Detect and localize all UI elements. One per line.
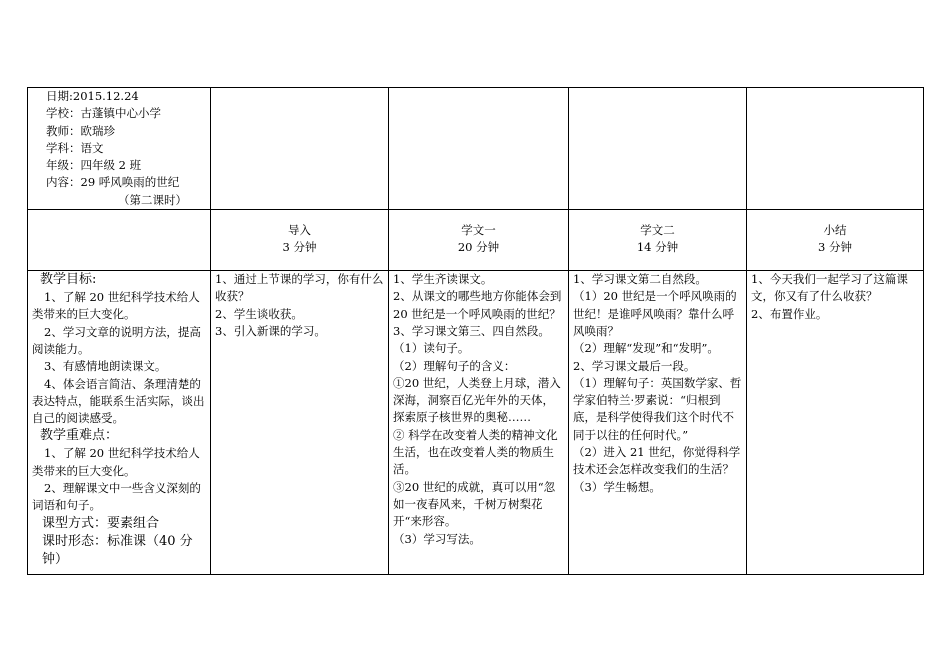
study2-item: （2）理解“发现”和“发明”。 bbox=[573, 341, 719, 356]
subject-text: 学科：语文 bbox=[46, 140, 104, 155]
key-points-heading: 教学重难点： bbox=[40, 428, 119, 444]
summary-item: 1、今天我们一起学习了这篇课文，你又有了什么收获？ bbox=[751, 272, 908, 304]
header-row bbox=[28, 210, 924, 271]
school-text: 学校：古蓬镇中心小学 bbox=[46, 106, 161, 121]
study1-item: 2、从课文的哪些地方你能体会到 20 世纪是一个呼风唤雨的世纪？ bbox=[393, 289, 562, 321]
header-title: 学文一 bbox=[461, 223, 496, 238]
study1-item: 3、学习课文第三、四自然段。 bbox=[393, 323, 550, 338]
study2-item: （1）理解句子：英国数学家、哲学家伯特兰·罗素说：“归根到底，是科学使得我们这个时代不同于以往的任何时代。” bbox=[573, 375, 742, 442]
study1-item: （3）学习写法。 bbox=[393, 531, 481, 546]
intro-item: 3、引入新课的学习。 bbox=[215, 323, 326, 338]
header-time: 3 分钟 bbox=[818, 240, 852, 255]
goal-item: 1、了解 20 世纪科学技术给人类带来的巨大变化。 bbox=[32, 290, 200, 322]
grade-text: 年级：四年级 2 班 bbox=[46, 158, 142, 173]
summary-cell bbox=[747, 271, 924, 575]
goal-item: 2、学习文章的说明方法，提高阅读能力。 bbox=[32, 324, 201, 356]
lesson-form-text: 课时形态：标准课（40 分钟） bbox=[42, 533, 193, 567]
header-time: 20 分钟 bbox=[457, 240, 500, 255]
goal-item: 4、体会语言简洁、条理清楚的表达特点，能联系生活实际，谈出自己的阅读感受。 bbox=[32, 376, 205, 426]
goals-heading: 教学目标: bbox=[40, 272, 97, 288]
study1-item: ③20 世纪的成就，真可以用“忽如一夜春风来，千树万树梨花开“来形容。 bbox=[393, 479, 556, 529]
study2-item: （3）学生畅想。 bbox=[573, 479, 661, 494]
content-row bbox=[28, 271, 924, 575]
header-time: 14 分钟 bbox=[636, 240, 679, 255]
info-row bbox=[28, 88, 924, 210]
empty-header-cell bbox=[28, 210, 211, 271]
content-text: 内容：29 呼风唤雨的世纪 bbox=[46, 175, 180, 190]
empty-cell bbox=[389, 88, 569, 210]
header-title: 导入 bbox=[288, 223, 311, 238]
header-study1 bbox=[389, 210, 569, 271]
header-title: 学文二 bbox=[640, 223, 675, 238]
header-time: 3 分钟 bbox=[282, 240, 317, 255]
study1-item: （1）读句子。 bbox=[393, 341, 470, 356]
lesson-period-text: （第二课时） bbox=[118, 192, 187, 207]
goals-cell bbox=[28, 271, 211, 575]
intro-item: 1、通过上节课的学习，你有什么收获？ bbox=[215, 272, 384, 304]
lesson-plan-table bbox=[27, 87, 924, 575]
summary-item: 2、布置作业。 bbox=[751, 306, 828, 321]
teacher-text: 教师：欧瑞珍 bbox=[46, 123, 115, 138]
intro-item: 2、学生谈收获。 bbox=[215, 306, 303, 321]
lesson-info-cell bbox=[28, 88, 211, 210]
lesson-type-text: 课型方式：要素组合 bbox=[42, 515, 160, 531]
header-summary bbox=[747, 210, 924, 271]
key-point-item: 1、了解 20 世纪科学技术给人类带来的巨大变化。 bbox=[32, 446, 200, 478]
empty-cell bbox=[211, 88, 389, 210]
study2-item: 2、学习课文最后一段。 bbox=[573, 358, 696, 373]
empty-cell bbox=[747, 88, 924, 210]
header-study2 bbox=[569, 210, 747, 271]
study2-item: （2）进入 21 世纪，你觉得科学技术还会怎样改变我们的生活？ bbox=[573, 445, 741, 477]
intro-cell bbox=[211, 271, 389, 575]
study1-cell bbox=[389, 271, 569, 575]
study1-item: ② 科学在改变着人类的精神文化生活，也在改变着人类的物质生活。 bbox=[393, 427, 558, 477]
key-point-item: 2、理解课文中一些含义深刻的词语和句子。 bbox=[32, 481, 201, 513]
date-text: 日期:2015.12.24 bbox=[46, 89, 139, 103]
empty-cell bbox=[569, 88, 747, 210]
study2-item: 1、学习课文第二自然段。 bbox=[573, 272, 707, 287]
header-intro bbox=[211, 210, 389, 271]
study2-cell bbox=[569, 271, 747, 575]
study1-item: ①20 世纪，人类登上月球，潜入深海，洞察百亿光年外的天体，探索原子核世界的奥秘…… bbox=[393, 375, 561, 425]
header-title: 小结 bbox=[823, 223, 847, 238]
goal-item: 3、有感情地朗读课文。 bbox=[44, 359, 167, 374]
study2-item: （1）20 世纪是一个呼风唤雨的世纪！是谁呼风唤雨？靠什么呼风唤雨？ bbox=[573, 289, 737, 338]
study1-item: 1、学生齐读课文。 bbox=[393, 272, 493, 287]
study1-item: （2）理解句子的含义： bbox=[393, 358, 516, 373]
